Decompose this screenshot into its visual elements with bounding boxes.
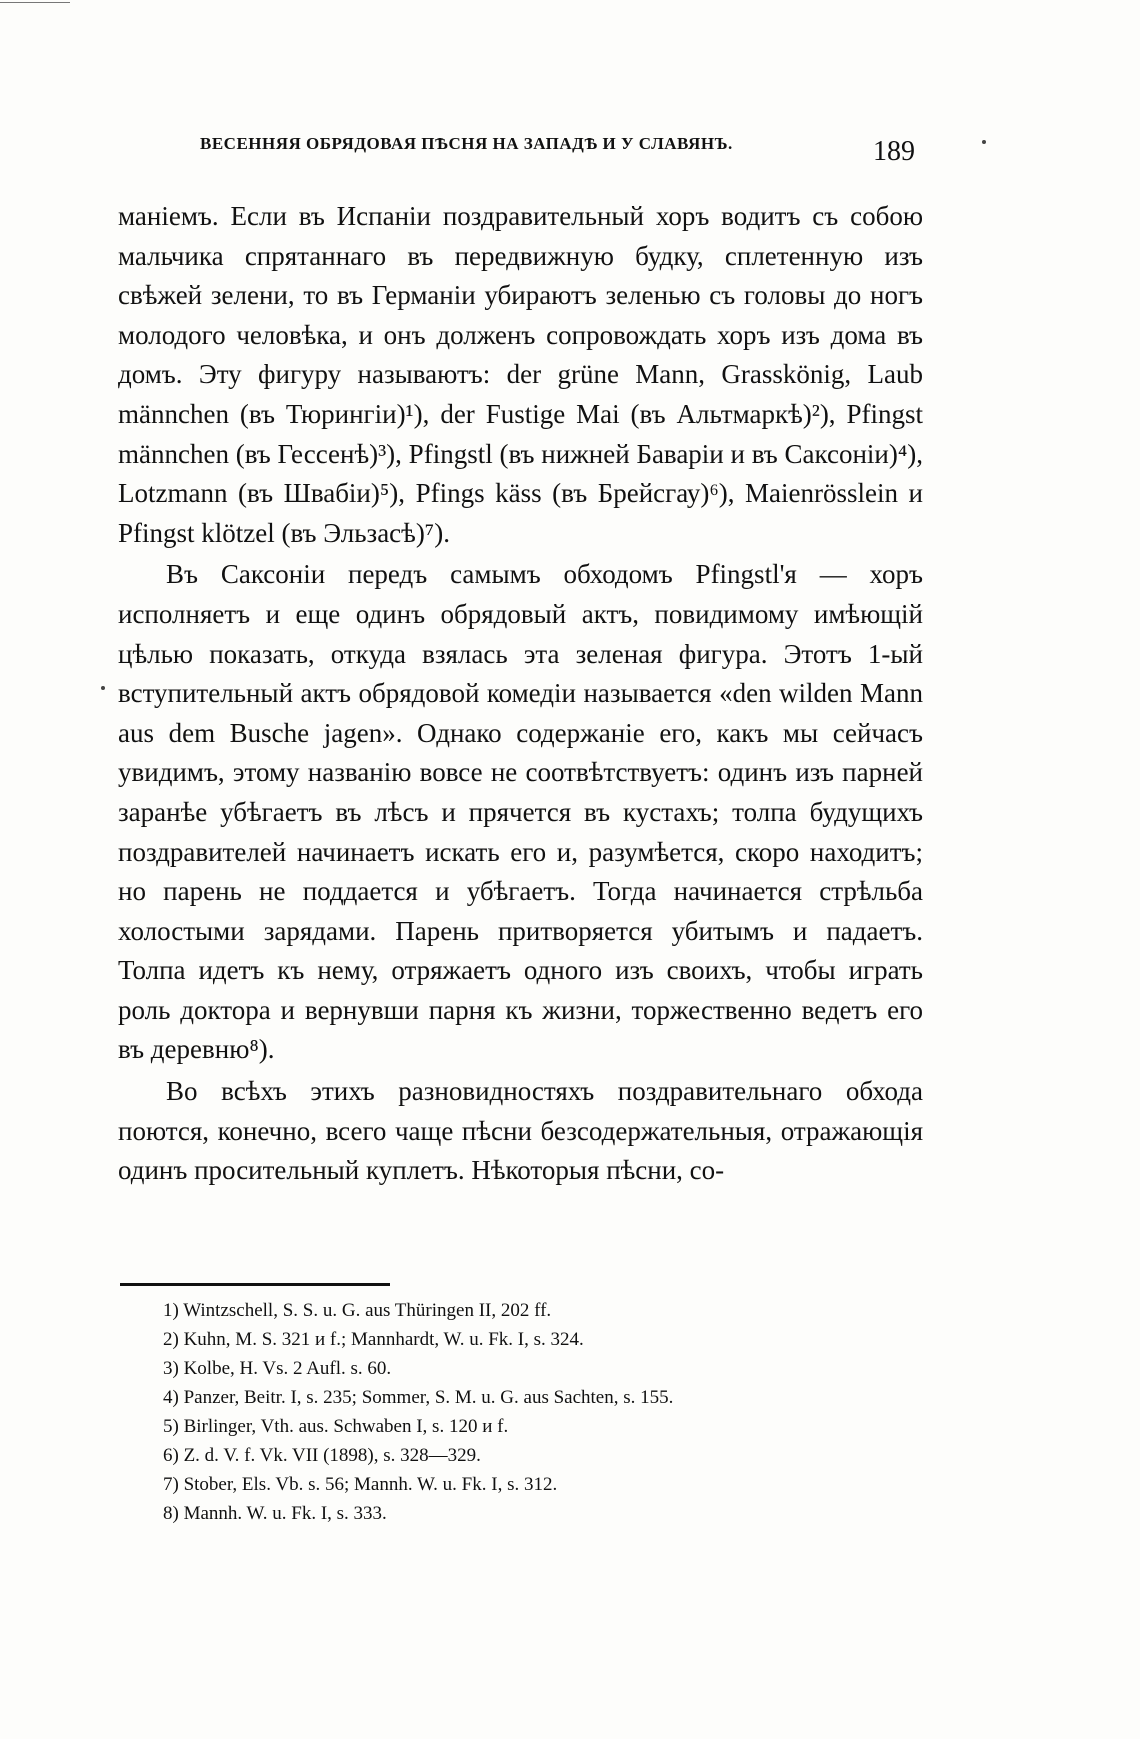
footnote-8: 8) Mannh. W. u. Fk. I, s. 333. — [163, 1503, 387, 1524]
running-header — [200, 134, 920, 154]
footnote-3: 3) Kolbe, H. Vs. 2 Aufl. s. 60. — [163, 1358, 392, 1379]
body-text — [118, 197, 923, 1191]
footnote-separator — [120, 1283, 390, 1286]
scan-speck — [982, 140, 986, 144]
scan-speck — [101, 686, 105, 690]
paragraph-2: Въ Саксоніи передъ самымъ обходомъ Pfingstl'я — хоръ исполняетъ и еще одинъ обрядовый актъ, повидимому имѣющій цѣлью показать, откуда взялась эта зеленая фигура. Этотъ 1-ый вступительный актъ обрядовой комедіи называется «den wilden Mann aus dem Busche jagen». Однако содержаніе его, какъ мы сейчасъ увидимъ, этому названію вовсе не соотвѣтствуетъ: одинъ изъ парней заранѣе убѣгаетъ въ лѣсъ и прячется въ кустахъ; толпа будущихъ поздравителей начинаетъ искать его и, разумѣется, скоро находитъ; но парень не поддается и убѣгаетъ. Тогда начинается стрѣльба холостыми зарядами. Парень притворяется убитымъ и падаетъ. Толпа идетъ къ нему, отряжаетъ одного изъ своихъ, чтобы играть роль доктора и вернувши парня къ жизни, торжественно ведетъ его въ деревню⁸). — [118, 559, 923, 1065]
scan-edge-rule — [0, 2, 70, 3]
footnote-7: 7) Stober, Els. Vb. s. 56; Mannh. W. u. Fk. I, s. 312. — [163, 1474, 558, 1495]
footnote-1: 1) Wintzschell, S. S. u. G. aus Thüringen II, 202 ff. — [163, 1300, 552, 1321]
running-header-title: ВЕСЕННЯЯ ОБРЯДОВАЯ ПѢСНЯ НА ЗАПАДѢ И У СЛАВЯНЪ. — [200, 134, 733, 153]
footnote-2: 2) Kuhn, M. S. 321 и f.; Mannhardt, W. u. Fk. I, s. 324. — [163, 1329, 584, 1350]
paragraph-3: Во всѣхъ этихъ разновидностяхъ поздравительнаго обхода поются, конечно, всего чаще пѣсни безсодержательныя, отражающія одинъ просительный куплетъ. Нѣкоторыя пѣсни, со- — [118, 1076, 923, 1186]
footnote-6: 6) Z. d. V. f. Vk. VII (1898), s. 328—329. — [163, 1445, 481, 1466]
page-number: 189 — [873, 136, 915, 167]
footnote-4: 4) Panzer, Beitr. I, s. 235; Sommer, S. M. u. G. aus Sachten, s. 155. — [163, 1387, 674, 1408]
paragraph-1: маніемъ. Если въ Испаніи поздравительный хоръ водитъ съ собою мальчика спрятаннаго въ передвижную будку, сплетенную изъ свѣжей зелени, то въ Германіи убираютъ зеленью съ головы до ногъ молодого человѣка, и онъ долженъ сопровождать хоръ изъ дома въ домъ. Эту фигуру называютъ: der grüne Mann, Grasskönig, Laub männchen (въ Тюрингіи)¹), der Fustige Mai (въ Альтмаркѣ)²), Pfingst männchen (въ Гессенѣ)³), Pfingstl (въ нижней Баваріи и въ Саксоніи)⁴), Lotzmann (въ Швабіи)⁵), Pfings käss (въ Брейсгау)⁶), Maienrösslein и Pfingst klötzel (въ Эльзасѣ)⁷). — [118, 201, 923, 548]
footnote-5: 5) Birlinger, Vth. aus. Schwaben I, s. 120 и f. — [163, 1416, 509, 1437]
footnotes — [163, 1296, 923, 1528]
